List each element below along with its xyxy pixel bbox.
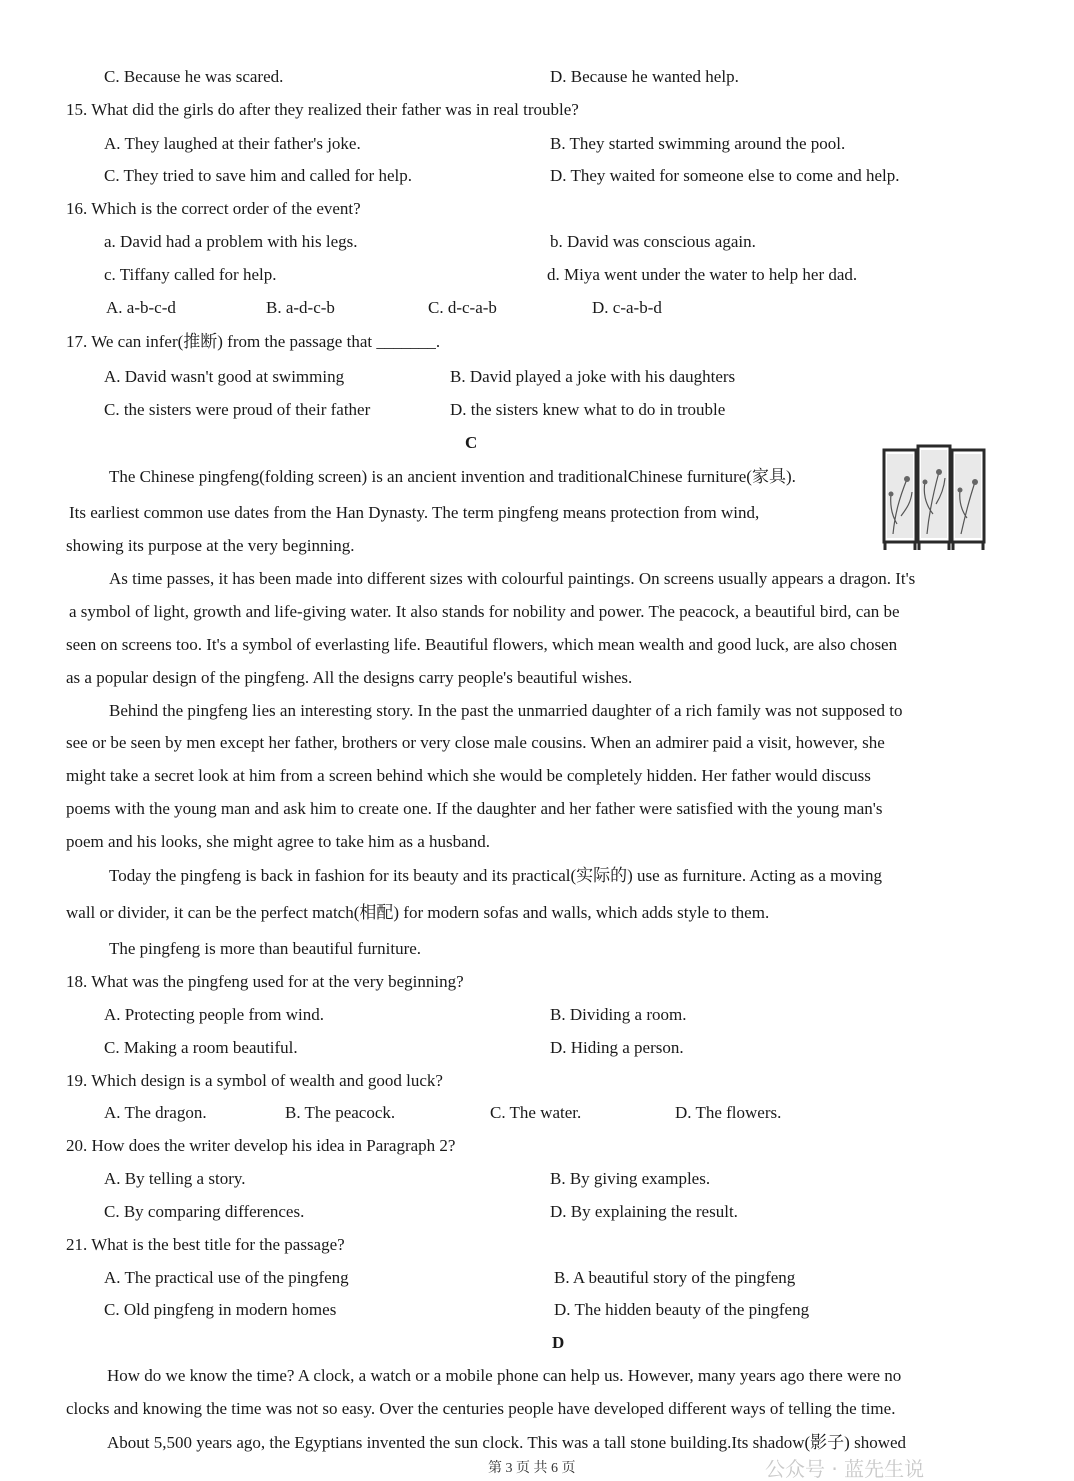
q21-option-c: C. Old pingfeng in modern homes bbox=[104, 1300, 337, 1319]
section-c-p3-line1: Behind the pingfeng lies an interesting story. In the past the unmarried daughter of a rich family was not supposed to bbox=[109, 701, 903, 720]
q20-option-d: D. By explaining the result. bbox=[550, 1202, 738, 1221]
q16-event-a: a. David had a problem with his legs. bbox=[104, 232, 358, 251]
q18-option-c: C. Making a room beautiful. bbox=[104, 1038, 298, 1057]
q20-option-b: B. By giving examples. bbox=[550, 1169, 711, 1188]
q18-option-b: B. Dividing a room. bbox=[550, 1005, 687, 1024]
q16-event-c: c. Tiffany called for help. bbox=[104, 265, 277, 284]
q16-option-a: A. a-b-c-d bbox=[106, 298, 176, 317]
section-c-p1-line2: Its earliest common use dates from the Han Dynasty. The term pingfeng means protection from wind, bbox=[69, 503, 760, 522]
q19-option-b: B. The peacock. bbox=[285, 1103, 396, 1122]
q18-option-d: D. Hiding a person. bbox=[550, 1038, 684, 1057]
section-d-heading: D bbox=[552, 1333, 565, 1352]
q14-option-d: D. Because he wanted help. bbox=[550, 67, 739, 86]
page-number: 第 3 页 共 6 页 bbox=[488, 1461, 576, 1476]
q15-question: 15. What did the girls do after they realized their father was in real trouble? bbox=[66, 100, 579, 119]
q19-option-c: C. The water. bbox=[490, 1103, 582, 1122]
watermark: 公众号 · 蓝先生说 bbox=[765, 1457, 925, 1481]
folding-screen-illustration bbox=[881, 444, 987, 552]
q15-option-a: A. They laughed at their father's joke. bbox=[104, 134, 361, 153]
q15-option-d: D. They waited for someone else to come and help. bbox=[550, 166, 900, 185]
q21-option-a: A. The practical use of the pingfeng bbox=[104, 1268, 349, 1287]
q20-option-a: A. By telling a story. bbox=[104, 1169, 246, 1188]
q19-question: 19. Which design is a symbol of wealth and good luck? bbox=[66, 1071, 443, 1090]
q19-option-d: D. The flowers. bbox=[675, 1103, 782, 1122]
q17-question: 17. We can infer(推断) from the passage that _______. bbox=[66, 332, 441, 351]
q15-option-c: C. They tried to save him and called for help. bbox=[104, 166, 412, 185]
q17-option-a: A. David wasn't good at swimming bbox=[104, 367, 345, 386]
section-c-p3-line3: might take a secret look at him from a screen behind which she would be completely hidden. Her father would discuss bbox=[66, 766, 871, 785]
q20-option-c: C. By comparing differences. bbox=[104, 1202, 305, 1221]
section-d-p1-line2: clocks and knowing the time was not so easy. Over the centuries people have developed different ways of telling the time. bbox=[66, 1399, 896, 1418]
section-c-p1-line1: The Chinese pingfeng(folding screen) is an ancient invention and traditionalChinese furniture(家具). bbox=[109, 467, 796, 486]
q21-option-d: D. The hidden beauty of the pingfeng bbox=[554, 1300, 810, 1319]
section-d-p1-line1: How do we know the time? A clock, a watch or a mobile phone can help us. However, many years ago there were no bbox=[107, 1366, 902, 1385]
q17-option-b: B. David played a joke with his daughters bbox=[450, 367, 736, 386]
q17-option-c: C. the sisters were proud of their father bbox=[104, 400, 371, 419]
q17-option-d: D. the sisters knew what to do in trouble bbox=[450, 400, 726, 419]
section-c-p4-line2: wall or divider, it can be the perfect match(相配) for modern sofas and walls, which adds style to them. bbox=[66, 903, 770, 922]
q14-option-c: C. Because he was scared. bbox=[104, 67, 284, 86]
section-c-p3-line2: see or be seen by men except her father, brothers or very close male cousins. When an admirer paid a visit, however, she bbox=[66, 733, 885, 752]
q21-question: 21. What is the best title for the passage? bbox=[66, 1235, 345, 1254]
section-c-p2-line2: a symbol of light, growth and life-giving water. It also stands for nobility and power. The peacock, a beautiful bird, can be bbox=[69, 602, 900, 621]
section-c-p5-line1: The pingfeng is more than beautiful furniture. bbox=[109, 939, 422, 958]
q16-option-d: D. c-a-b-d bbox=[592, 298, 662, 317]
section-c-p2-line4: as a popular design of the pingfeng. All the designs carry people's beautiful wishes. bbox=[66, 668, 633, 687]
q16-event-b: b. David was conscious again. bbox=[550, 232, 756, 251]
q16-event-d: d. Miya went under the water to help her dad. bbox=[547, 265, 858, 284]
section-c-p4-line1: Today the pingfeng is back in fashion for its beauty and its practical(实际的) use as furniture. Acting as a moving bbox=[109, 866, 883, 885]
q20-question: 20. How does the writer develop his idea in Paragraph 2? bbox=[66, 1136, 456, 1155]
q21-option-b: B. A beautiful story of the pingfeng bbox=[554, 1268, 796, 1287]
q18-question: 18. What was the pingfeng used for at the very beginning? bbox=[66, 972, 464, 991]
q19-option-a: A. The dragon. bbox=[104, 1103, 207, 1122]
section-c-heading: C bbox=[465, 433, 478, 452]
section-c-p1-line3: showing its purpose at the very beginning. bbox=[66, 536, 355, 555]
section-c-p3-line4: poems with the young man and ask him to create one. If the daughter and her father were satisfied with the young man's bbox=[66, 799, 883, 818]
section-c-p3-line5: poem and his looks, she might agree to take him as a husband. bbox=[66, 832, 490, 851]
q16-option-c: C. d-c-a-b bbox=[428, 298, 497, 317]
section-c-p2-line1: As time passes, it has been made into different sizes with colourful paintings. On screens usually appears a dragon. It's bbox=[109, 569, 916, 588]
q16-question: 16. Which is the correct order of the event? bbox=[66, 199, 361, 218]
q15-option-b: B. They started swimming around the pool. bbox=[550, 134, 846, 153]
q18-option-a: A. Protecting people from wind. bbox=[104, 1005, 325, 1024]
section-d-p2-line1: About 5,500 years ago, the Egyptians invented the sun clock. This was a tall stone building.Its shadow(影子) showed bbox=[107, 1433, 907, 1452]
section-c-p2-line3: seen on screens too. It's a symbol of everlasting life. Beautiful flowers, which mean wealth and good luck, are also chosen bbox=[66, 635, 898, 654]
q16-option-b: B. a-d-c-b bbox=[266, 298, 335, 317]
